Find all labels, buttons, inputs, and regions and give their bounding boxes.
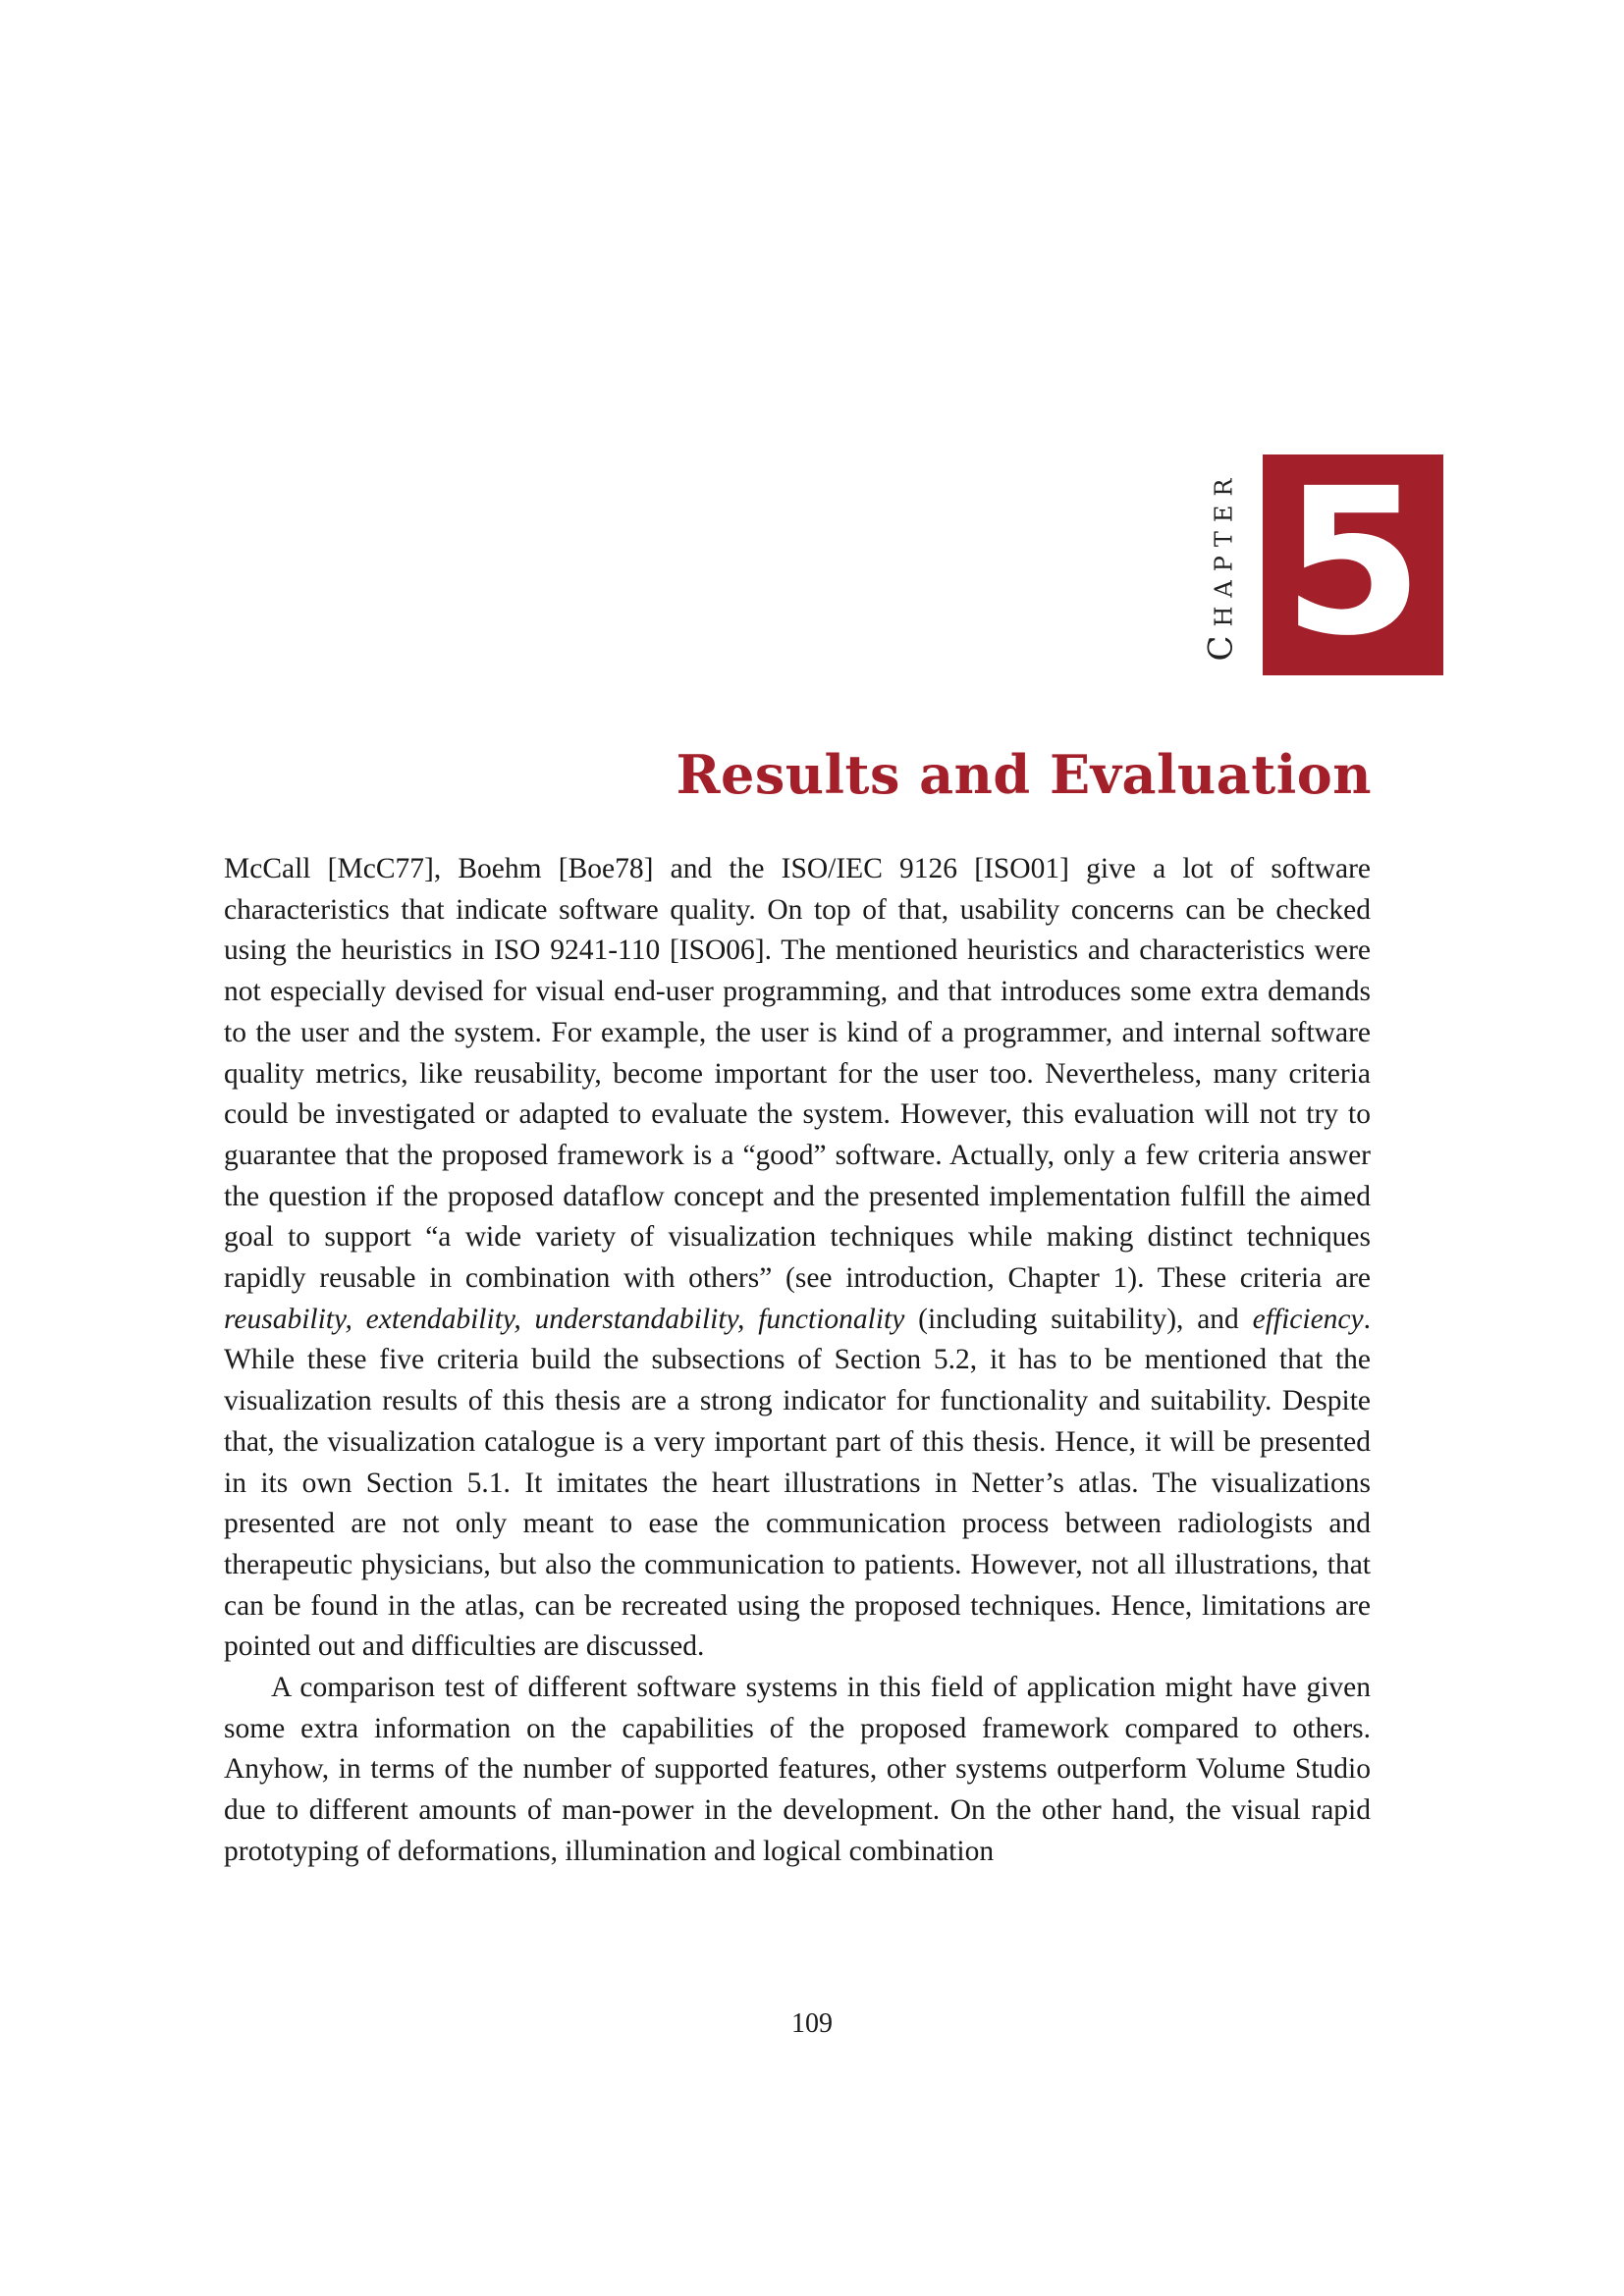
page-number: 109 [791,2008,833,2039]
body-text [224,849,1371,1873]
chapter-label [1196,454,1247,675]
chapter-number-box [1263,454,1443,675]
paragraph [224,849,1371,1668]
paragraph-text: . While these five criteria build the subsections of Section 5.2, it has to be mentioned that the visualization results of this thesis are a strong indicator for functionality and suitability. Despite that, the visualization catalogue is a very important part of this thesis. Hence, it will be presented in its own Section 5.1. It imitates the heart illustrations in Netter’s atlas. The visualizations presented are not only meant to ease the communication process between radiologists and therapeutic physicians, but also the communication to patients. However, not all illustrations, that can be found in the atlas, can be recreated using the proposed techniques. Hence, limitations are pointed out and difficulties are discussed. [224,1303,1371,1663]
criteria-list: reusability, extendability, understandability, functionality [224,1303,905,1335]
paragraph-text: McCall [McC77], Boehm [Boe78] and the ISO/IEC 9126 [ISO01] give a lot of software characteristics that indicate software quality. On top of that, usability concerns can be checked using the heuristics in ISO 9241-110 [ISO06]. The mentioned heuristics and characteristics were not especially devised for visual end-user programming, and that introduces some extra demands to the user and the system. For example, the user is kind of a programmer, and internal software quality metrics, like reusability, become important for the user too. Nevertheless, many criteria could be investigated or adapted to evaluate the system. However, this evaluation will not try to guarantee that the proposed framework is a “good” software. Actually, only a few criteria answer the question if the proposed dataflow concept and the presented implementation fulfill the aimed goal to support “a wide variety of visualization techniques while making distinct techniques rapidly reusable in combination with others” (see introduction, Chapter 1). These criteria are [224,853,1371,1295]
paragraph: A comparison test of different software systems in this field of application might have given some extra information on the capabilities of the proposed framework compared to others. Anyhow, in terms of the number of supported features, other systems outperform Volume Studio due to different amounts of man-power in the development. On the other hand, the visual rapid prototyping of deformations, illumination and logical combination [224,1672,1371,1867]
chapter-word-text: Chapter [1202,468,1241,662]
chapter-number: 5 [1282,454,1424,675]
criteria-efficiency: efficiency [1252,1303,1364,1335]
paragraph-text: (including suitability), and [918,1303,1239,1335]
chapter-title: Results and Evaluation [676,743,1372,806]
